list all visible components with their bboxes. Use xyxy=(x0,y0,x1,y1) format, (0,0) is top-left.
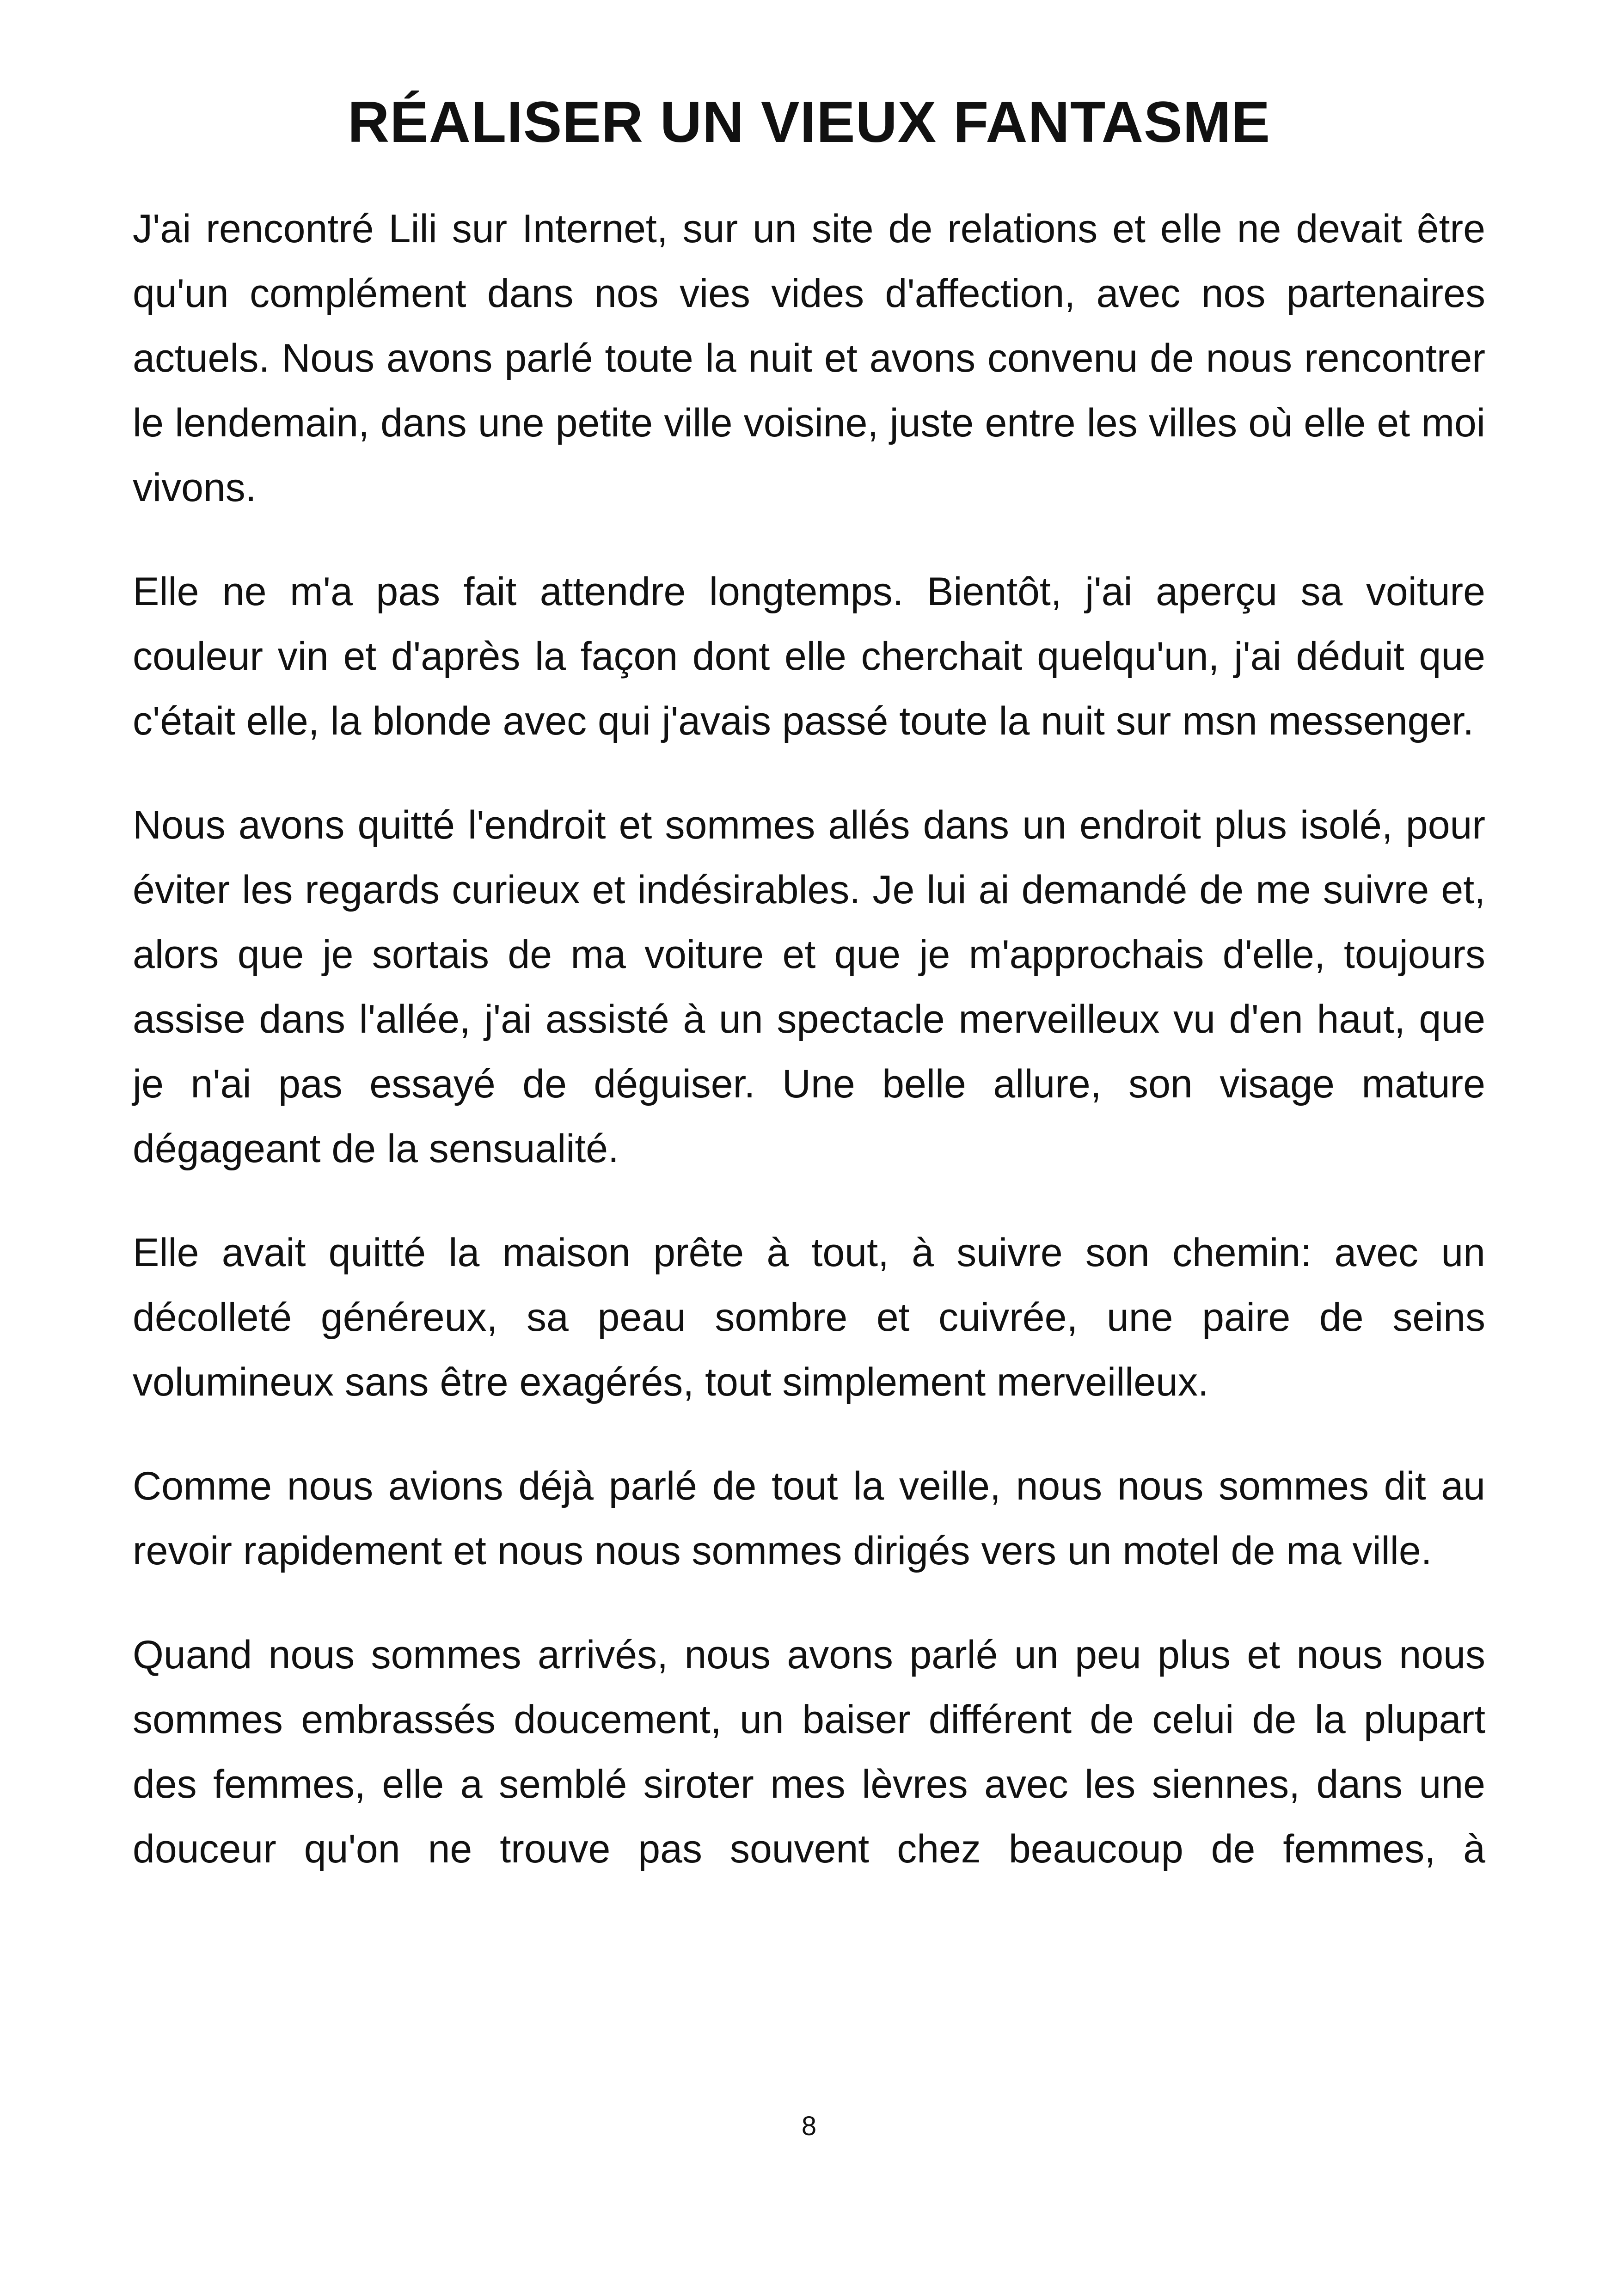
paragraph-4: Elle avait quitté la maison prête à tout, à suivre son chemin: avec un décolleté généreux, sa peau sombre et cuivrée, une paire de seins volumineux sans être exagérés, tout simplement merveilleux. xyxy=(133,1231,1485,1404)
page-title: RÉALISER UN VIEUX FANTASME xyxy=(347,90,1271,154)
paragraph-1: J'ai rencontré Lili sur Internet, sur un site de relations et elle ne devait être qu'un complément dans nos vies vides d'affection, avec nos partenaires actuels. Nous avons parlé toute la nuit et avons convenu de nous rencontrer le lendemain, dans une petite ville voisine, juste entre les villes où elle et moi vivons. xyxy=(133,207,1485,510)
paragraph-5: Comme nous avions déjà parlé de tout la veille, nous nous sommes dit au revoir rapidement et nous nous sommes dirigés vers un motel de ma ville. xyxy=(133,1464,1485,1573)
paragraph-6: Quand nous sommes arrivés, nous avons parlé un peu plus et nous nous sommes embrassés doucement, un baiser différent de celui de la plupart des femmes, elle a semblé siroter mes lèvres avec les siennes, dans une douceur qu'on ne trouve pas souvent chez beaucoup de femmes, à xyxy=(133,1633,1485,1871)
paragraph-3: Nous avons quitté l'endroit et sommes allés dans un endroit plus isolé, pour éviter les regards curieux et indésirables. Je lui ai demandé de me suivre et, alors que je sortais de ma voiture et que je m'approchais d'elle, toujours assise dans l'allée, j'ai assisté à un spectacle merveilleux vu d'en haut, que je n'ai pas essayé de déguiser. Une belle allure, son visage mature dégageant de la sensualité. xyxy=(133,803,1485,1171)
body-text xyxy=(133,196,1485,1881)
paragraph-2: Elle ne m'a pas fait attendre longtemps. Bientôt, j'ai aperçu sa voiture couleur vin et d'après la façon dont elle cherchait quelqu'un, j'ai déduit que c'était elle, la blonde avec qui j'avais passé toute la nuit sur msn messenger. xyxy=(133,569,1485,743)
page-number: 8 xyxy=(801,2111,817,2141)
